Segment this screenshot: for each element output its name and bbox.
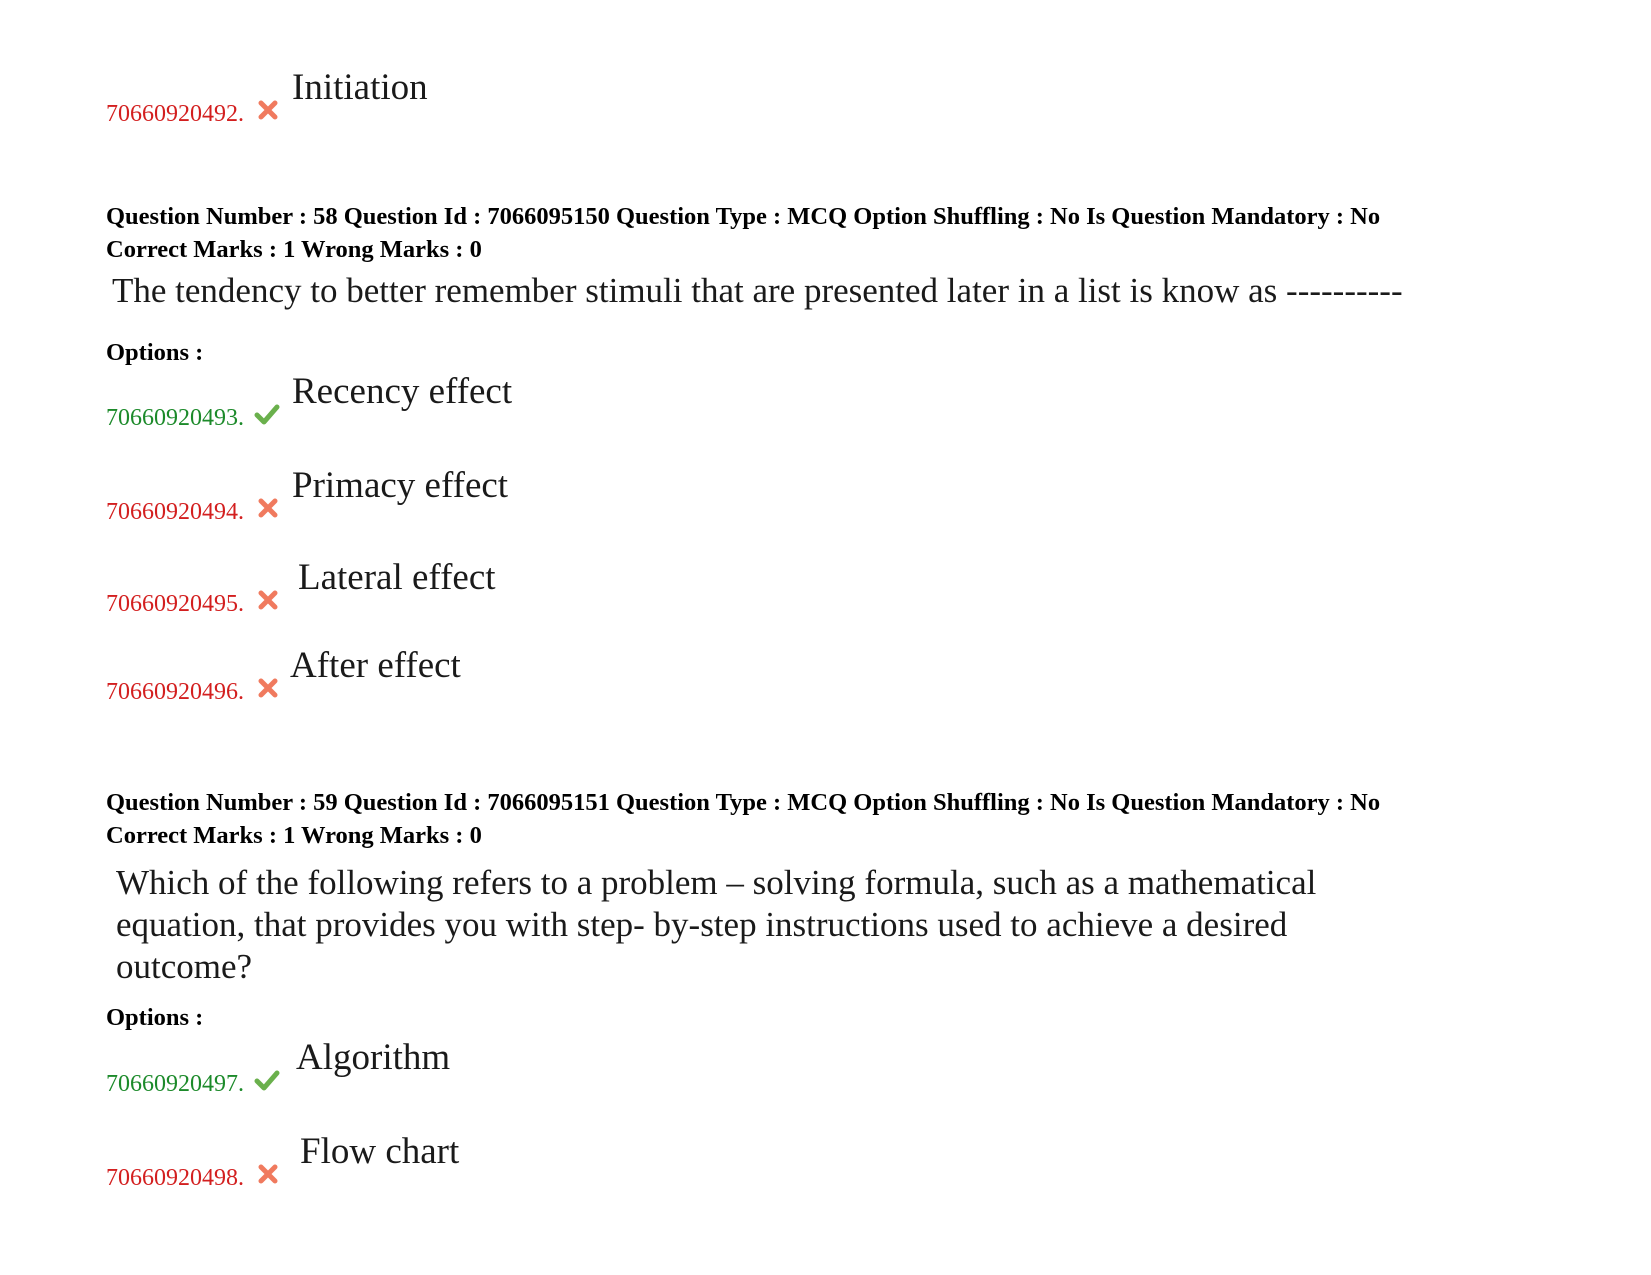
check-icon bbox=[254, 402, 278, 426]
option-row bbox=[106, 558, 1006, 618]
option-text: Flow chart bbox=[300, 1131, 460, 1172]
question-text-line-1: Which of the following refers to a problem – solving formula, such as a mathematical bbox=[116, 863, 1317, 902]
option-row bbox=[106, 466, 1006, 526]
option-id: 70660920492. bbox=[106, 101, 244, 127]
option-text: Lateral effect bbox=[298, 557, 496, 598]
option-row bbox=[106, 372, 1006, 432]
question-meta: Question Number : 58 Question Id : 7066095150 Question Type : MCQ Option Shuffling : No Is Question Mandatory : No bbox=[106, 203, 1381, 230]
option-text: Algorithm bbox=[296, 1037, 451, 1078]
option-text: Primacy effect bbox=[292, 465, 509, 506]
options-label: Options : bbox=[106, 339, 204, 366]
option-id: 70660920498. bbox=[106, 1165, 244, 1191]
question-meta: Question Number : 59 Question Id : 7066095151 Question Type : MCQ Option Shuffling : No Is Question Mandatory : No bbox=[106, 789, 1381, 816]
question-marks: Correct Marks : 1 Wrong Marks : 0 bbox=[106, 236, 482, 263]
option-row bbox=[106, 68, 1006, 128]
question-text-line-2: equation, that provides you with step- by-step instructions used to achieve a desired bbox=[116, 905, 1288, 944]
cross-icon bbox=[256, 676, 280, 700]
option-id: 70660920496. bbox=[106, 679, 244, 705]
question-text: The tendency to better remember stimuli that are presented later in a list is know as ---------- bbox=[112, 271, 1403, 310]
option-id: 70660920497. bbox=[106, 1071, 244, 1097]
cross-icon bbox=[256, 98, 280, 122]
options-label: Options : bbox=[106, 1004, 204, 1031]
option-row bbox=[106, 646, 1006, 706]
question-text-line-3: outcome? bbox=[116, 947, 253, 986]
option-row bbox=[106, 1038, 1006, 1098]
option-text: Initiation bbox=[292, 67, 428, 108]
question-marks: Correct Marks : 1 Wrong Marks : 0 bbox=[106, 822, 482, 849]
cross-icon bbox=[256, 1162, 280, 1186]
option-id: 70660920494. bbox=[106, 499, 244, 525]
cross-icon bbox=[256, 588, 280, 612]
option-text: After effect bbox=[290, 645, 461, 686]
check-icon bbox=[254, 1068, 278, 1092]
option-text: Recency effect bbox=[292, 371, 513, 412]
option-id: 70660920493. bbox=[106, 405, 244, 431]
option-id: 70660920495. bbox=[106, 591, 244, 617]
option-row bbox=[106, 1132, 1006, 1192]
cross-icon bbox=[256, 496, 280, 520]
